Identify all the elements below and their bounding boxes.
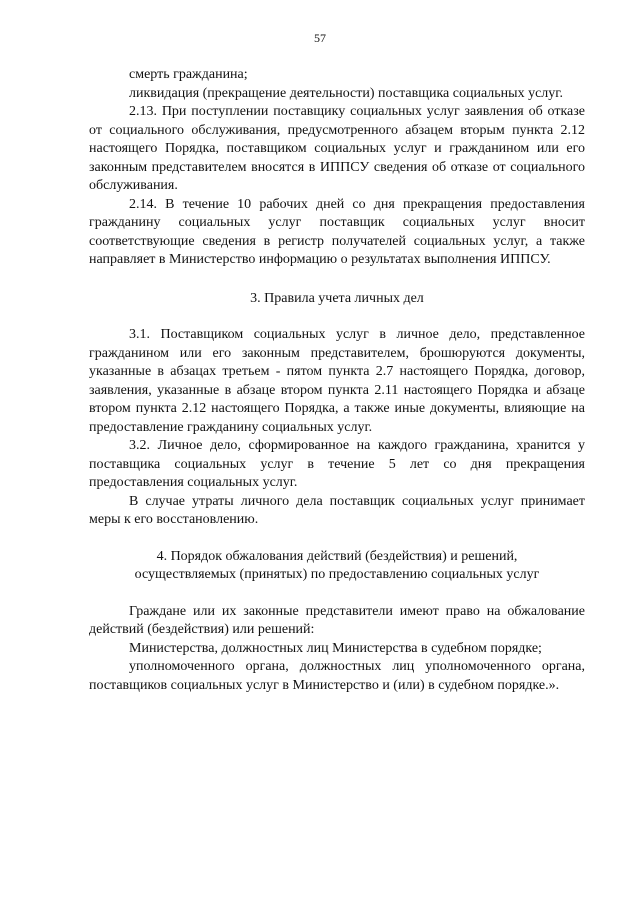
paragraph-authorized-body: уполномоченного органа, должностных лиц уполномоченного органа, поставщиков социальных услуг в Министерство и (или) в судебном порядке.». — [89, 659, 585, 693]
paragraph-3-2: 3.2. Личное дело, сформированное на каждого гражданина, хранится у поставщика социальных услуг в течение 5 лет со дня прекращения предоставления социальных услуг. — [89, 438, 585, 490]
document-body — [89, 66, 585, 695]
section-4-heading-line2: осуществляемых (принятых) по предоставлению социальных услуг — [134, 567, 540, 582]
paragraph-appeal-right: Граждане или их законные представители имеют право на обжалование действий (бездействия) или решений: — [89, 603, 585, 637]
section-4-heading-line1: 4. Порядок обжалования действий (бездействия) и решений, — [156, 548, 518, 564]
paragraph-liquidation: ликвидация (прекращение деятельности) поставщика социальных услуг. — [129, 85, 563, 101]
paragraph-2-14: 2.14. В течение 10 рабочих дней со дня прекращения предоставления гражданину социальных услуг поставщик социальных услуг вносит соответствующие сведения в регистр получателей социальных услуг, а также направляет в Министерство информацию о результатах выполнения ИППСУ. — [89, 196, 585, 267]
paragraph-ministry: Министерства, должностных лиц Министерства в судебном порядке; — [129, 640, 542, 656]
section-3-heading: 3. Правила учета личных дел — [250, 290, 424, 306]
paragraph-death: смерть гражданина; — [129, 67, 248, 82]
paragraph-2-13: 2.13. При поступлении поставщику социальных услуг заявления об отказе от социального обслуживания, предусмотренного абзацем вторым пункта 2.12 настоящего Порядка, поставщиком социальных услуг и гражданином или его законным представителем вносятся в ИППСУ сведения об отказе от социального обслуживания. — [89, 104, 585, 193]
section-4-heading — [89, 548, 585, 585]
paragraph-3-1: 3.1. Поставщиком социальных услуг в личное дело, представленное гражданином или его законным представителем, брошюруются документы, указанные в абзацах третьем - пятом пункта 2.7 настоящего Порядка, договор, заявления, указанные в абзаце втором пункта 2.11 настоящего Порядка и абзаце втором пункта 2.12 настоящего Порядка, а также иные документы, влияющие на предоставление гражданину социальных услуг. — [89, 327, 585, 435]
page-number: 57 — [314, 31, 326, 45]
paragraph-loss: В случае утраты личного дела поставщик социальных услуг принимает меры к его восстановлению. — [89, 493, 585, 527]
